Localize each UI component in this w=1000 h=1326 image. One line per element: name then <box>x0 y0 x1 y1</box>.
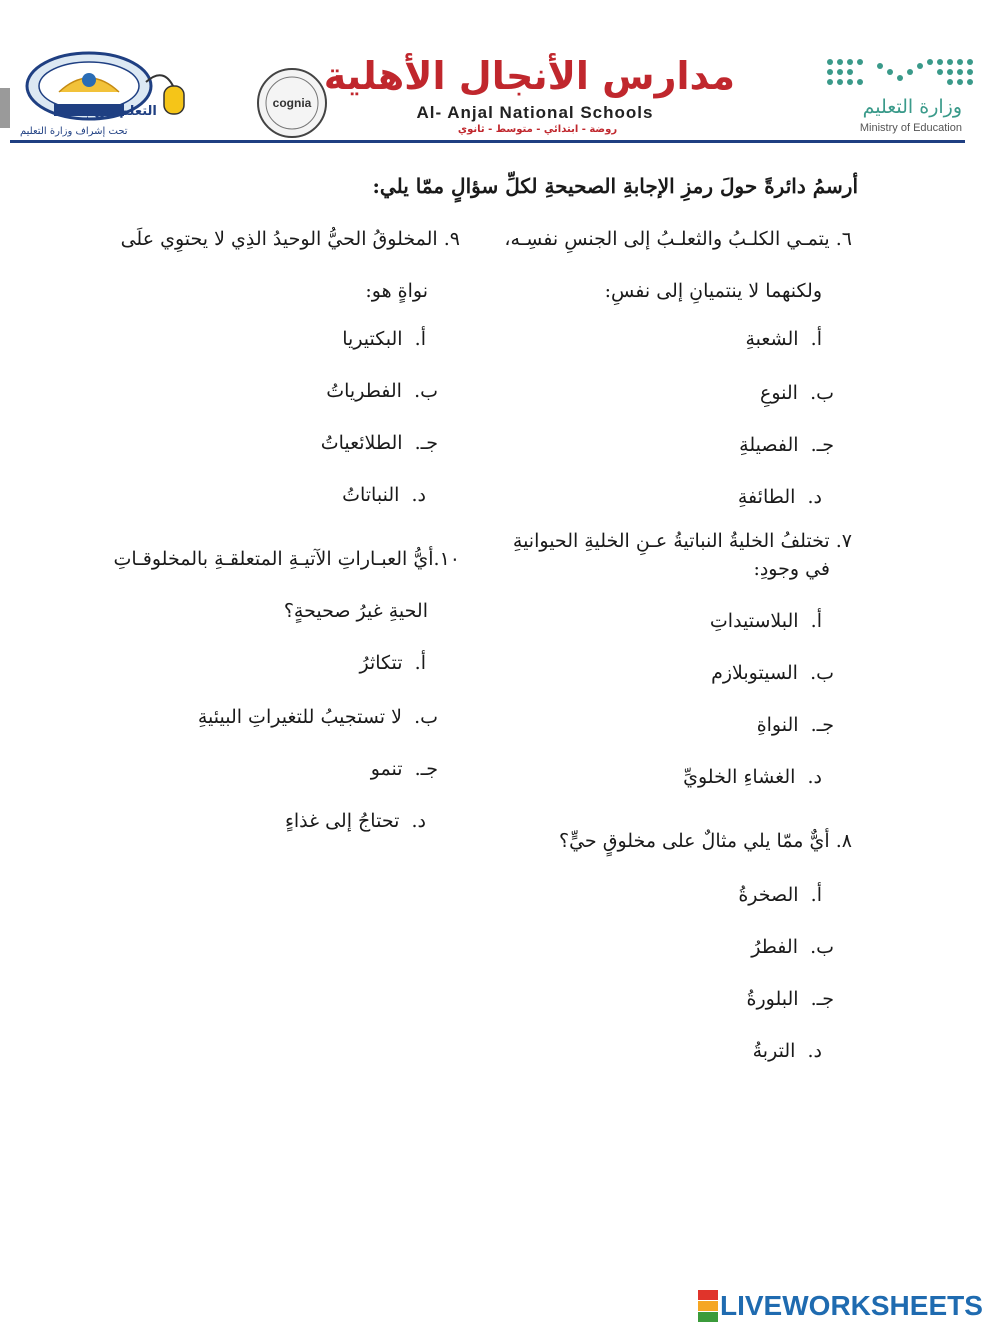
option-letter: أ. <box>810 884 822 906</box>
ministry-dots-icon <box>822 56 978 94</box>
option-9a[interactable] <box>342 328 426 350</box>
option-8b[interactable] <box>751 936 834 958</box>
left-gutter-bar <box>0 88 10 128</box>
option-text: الشعبةِ <box>745 328 799 350</box>
option-6b[interactable] <box>760 382 834 404</box>
question-number: ٧. <box>835 530 852 552</box>
school-levels: روضة - ابتدائي - متوسط - ثانوي <box>457 124 618 135</box>
ministry-logo-dots <box>822 56 978 94</box>
option-text: تنمو <box>370 758 403 780</box>
question-10 <box>114 548 460 570</box>
option-letter: ب. <box>414 380 438 402</box>
option-letter: جـ. <box>414 432 438 454</box>
option-text: البلورةُ <box>746 988 799 1010</box>
option-letter: د. <box>807 486 822 508</box>
header-divider <box>10 140 965 143</box>
question-text-line-1: تختلفُ الخليةُ النباتيةُ عـنِ الخليةِ الحيوانيةِ <box>512 530 830 552</box>
option-letter: ب. <box>810 382 834 404</box>
question-number: ٨. <box>835 830 852 852</box>
option-text: الفطرياتُ <box>326 380 402 402</box>
liveworksheets-logo-icon <box>698 1290 718 1322</box>
option-text: الصخرةُ <box>738 884 799 906</box>
option-text: البكتيريا <box>342 328 403 350</box>
option-letter: أ. <box>414 328 426 350</box>
option-8c[interactable] <box>747 988 835 1010</box>
option-text: تحتاجُ إلى غذاءٍ <box>284 810 400 832</box>
option-8a[interactable] <box>738 884 822 906</box>
option-text: الفصيلةِ <box>739 434 799 456</box>
option-text: تتكاثرُ <box>359 652 403 674</box>
ministry-name-arabic: وزارة التعليم <box>862 96 962 118</box>
option-7c[interactable] <box>757 714 834 736</box>
option-letter: د. <box>807 1040 822 1062</box>
option-text: النباتاتُ <box>342 484 400 506</box>
question-10-line-2: الحيةِ غيرُ صحيحةٍ؟ <box>283 600 428 622</box>
option-text: السيتوبلازم <box>711 662 798 684</box>
option-9d[interactable] <box>342 484 426 506</box>
option-text: الطلائعياتُ <box>320 432 403 454</box>
option-letter: جـ. <box>810 714 834 736</box>
option-7b[interactable] <box>711 662 834 684</box>
option-text: النوعِ <box>760 382 798 404</box>
question-text-line-1: أيٌّ ممّا يلي مثالٌ على مخلوقٍ حيٍّ؟ <box>559 830 830 852</box>
instruction-heading: أرسمُ دائرةً حولَ رمزِ الإجابةِ الصحيحةِ لكلِّ سؤالٍ ممّا يلي: <box>372 174 858 198</box>
option-text: النواةِ <box>756 714 799 736</box>
option-letter: أ. <box>414 652 426 674</box>
question-number: ٩. <box>443 228 460 250</box>
question-number: ٦. <box>835 228 852 250</box>
question-6 <box>492 228 852 250</box>
option-7d[interactable] <box>683 766 822 788</box>
option-letter: أ. <box>810 328 822 350</box>
option-letter: د. <box>807 766 822 788</box>
option-10b[interactable] <box>198 706 438 728</box>
option-letter: جـ. <box>414 758 438 780</box>
option-7a[interactable] <box>710 610 822 632</box>
option-text: الطائفةِ <box>737 486 796 508</box>
liveworksheets-logo[interactable] <box>698 1290 718 1322</box>
option-6d[interactable] <box>738 486 822 508</box>
question-8 <box>559 830 852 852</box>
option-letter: أ. <box>810 610 822 632</box>
option-text: البلاستيداتِ <box>709 610 799 632</box>
question-number: ١٠. <box>433 548 460 570</box>
option-10d[interactable] <box>285 810 426 832</box>
option-letter: د. <box>411 810 426 832</box>
option-10c[interactable] <box>371 758 438 780</box>
option-letter: د. <box>411 484 426 506</box>
question-9 <box>121 228 460 250</box>
option-letter: ب. <box>810 662 834 684</box>
option-text: لا تستجيبُ للتغيراتِ البيئيةِ <box>197 706 402 728</box>
option-6a[interactable] <box>745 328 822 350</box>
question-text-line-1: أيُّ العبـاراتِ الآتيـةِ المتعلقـةِ بالمخلوقـاتِ <box>113 548 434 570</box>
option-letter: جـ. <box>810 988 834 1010</box>
question-text-line-1: المخلوقُ الحيُّ الوحيدُ الذِي لا يحتوِي علَى <box>120 228 438 250</box>
distance-learning-slogan: التعلم عن بعد <box>70 104 157 119</box>
ministry-supervision-caption: تحت إشراف وزارة التعليم <box>20 126 128 137</box>
question-9-line-2: نواةٍ هو: <box>365 280 428 302</box>
liveworksheets-brand[interactable]: LIVEWORKSHEETS <box>720 1290 983 1321</box>
question-text-line-1: يتمـي الكلـبُ والثعلـبُ إلى الجنسِ نفسِـه، <box>504 228 830 250</box>
cognia-label: cognia <box>272 96 312 110</box>
option-letter: جـ. <box>810 434 834 456</box>
question-7 <box>513 530 852 552</box>
school-name-arabic: مدارس الأنجال الأهلية <box>323 54 735 98</box>
option-9b[interactable] <box>326 380 438 402</box>
option-letter: ب. <box>414 706 438 728</box>
ministry-name-english: Ministry of Education <box>859 122 962 134</box>
option-9c[interactable] <box>321 432 438 454</box>
option-letter: ب. <box>810 936 834 958</box>
option-text: التربةُ <box>752 1040 796 1062</box>
school-name-english: Al- Anjal National Schools <box>416 103 654 122</box>
question-7-line-2: في وجودِ: <box>753 558 830 580</box>
option-8d[interactable] <box>753 1040 822 1062</box>
option-text: الغشاءِ الخلويِّ <box>683 766 796 788</box>
option-text: الفطرُ <box>751 936 798 958</box>
option-10a[interactable] <box>360 652 427 674</box>
question-6-line-2: ولكنهما لا ينتميانِ إلى نفسِ: <box>604 280 822 302</box>
option-6c[interactable] <box>739 434 834 456</box>
